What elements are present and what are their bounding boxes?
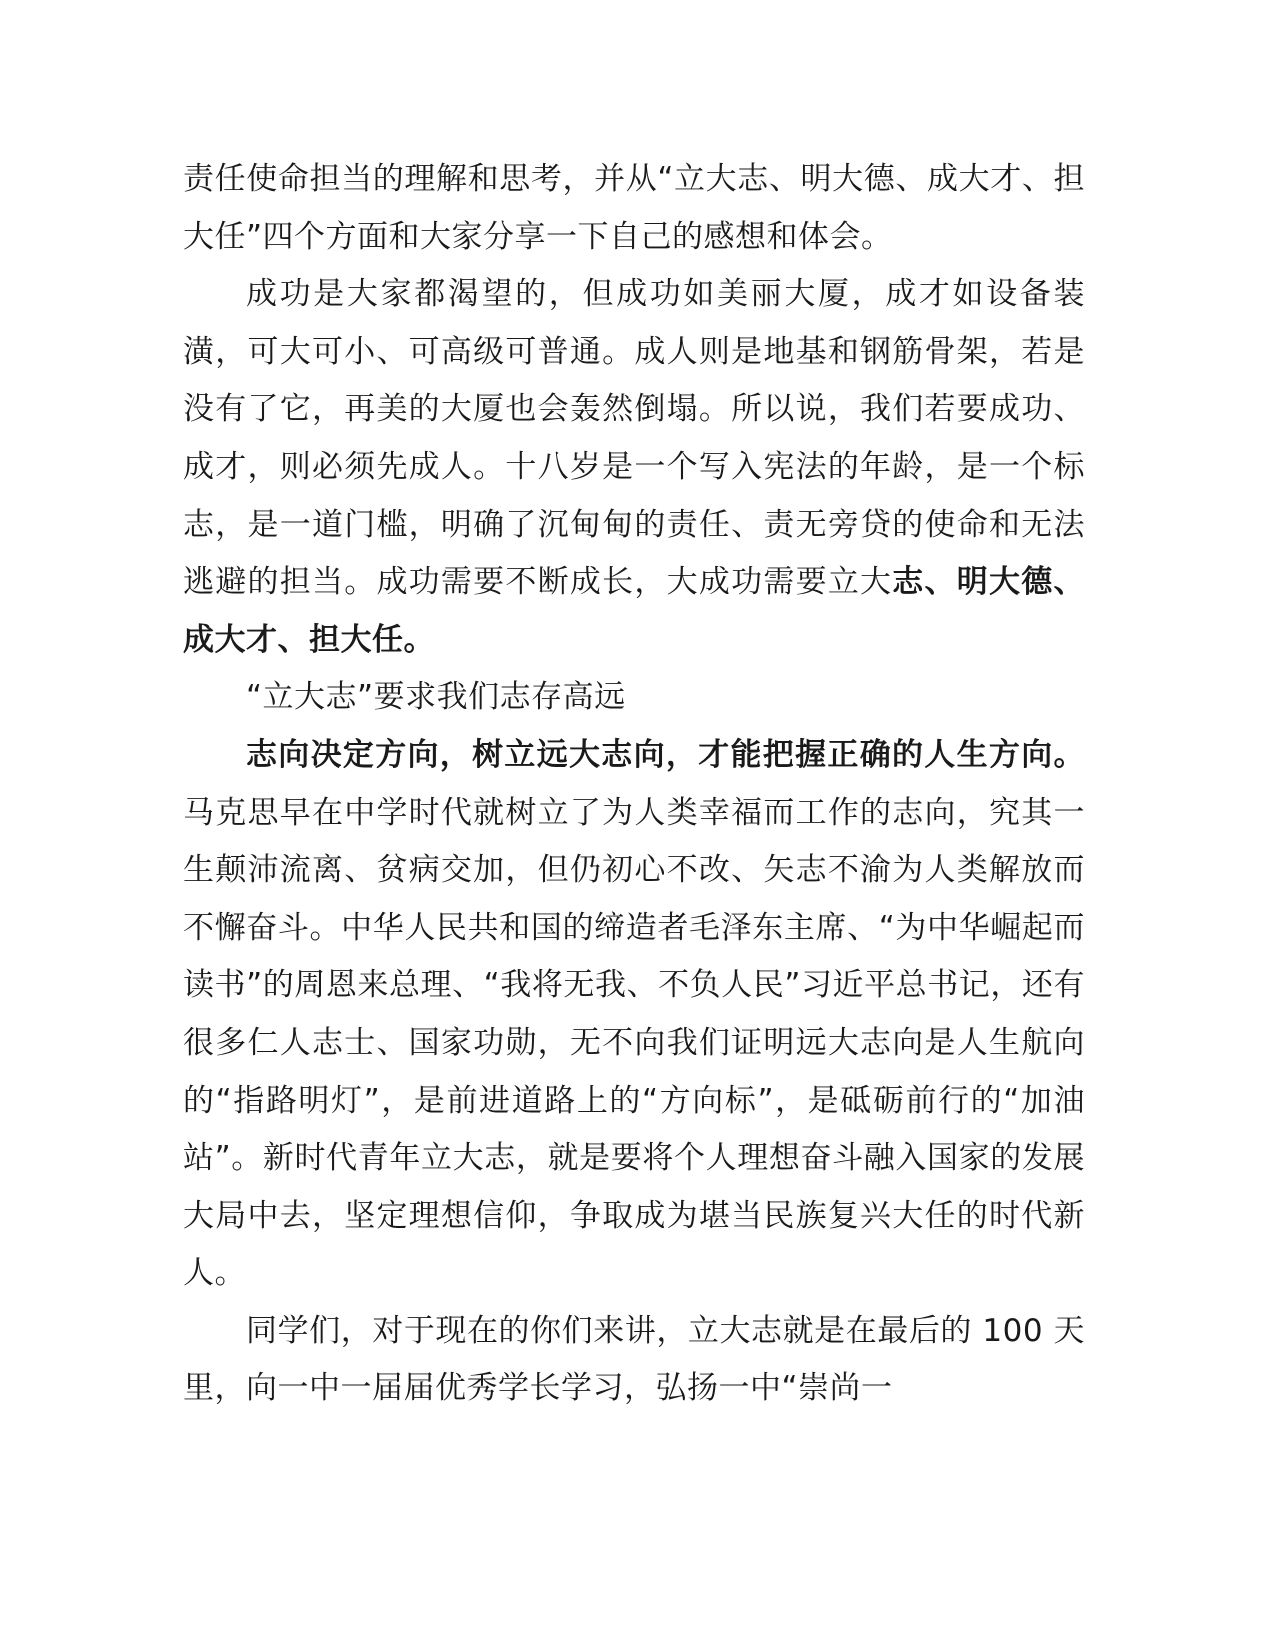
paragraph-intro <box>183 151 1085 266</box>
text-segment: 同学们，对于现在的你们来讲，立大志就是在最后的 100 天里，向一中一届届优秀学长学习，弘扬一中“崇尚一 <box>183 1312 1085 1407</box>
paragraph-aspiration <box>183 727 1085 1303</box>
section-heading <box>183 669 1085 727</box>
document-body <box>183 151 1085 1418</box>
text-segment: 马克思早在中学时代就树立了为人类幸福而工作的志向，究其一生颠沛流离、贫病交加，但仍初心不改、矢志不渝为人类解放而不懈奋斗。中华人民共和国的缔造者毛泽东主席、“为中华崛起而读书”的周恩来总理、“我将无我、不负人民”习近平总书记，还有很多仁人志士、国家功勋，无不向我们证明远大志向是人生航向的“指路明灯”，是前进道路上的“方向标”，是砥砺前行的“加油站”。新时代青年立大志，就是要将个人理想奋斗融入国家的发展大局中去，坚定理想信仰，争取成为堪当民族复兴大任的时代新人。 <box>183 794 1085 1292</box>
paragraph-students <box>183 1303 1085 1418</box>
text-segment-bold: 志、明大德、成大才、担大任。 <box>183 564 1085 658</box>
text-segment: 成功是大家都渴望的，但成功如美丽大厦，成才如设备装潢，可大可小、可高级可普通。成人则是地基和钢筋骨架，若是没有了它，再美的大厦也会轰然倒塌。所以说，我们若要成功、成才，则必须先成人。十八岁是一个写入宪法的年龄，是一个标志，是一道门槛，明确了沉甸甸的责任、责无旁贷的使命和无法逃避的担当。成功需要不断成长，大成功需要立大 <box>183 276 1085 601</box>
paragraph-success <box>183 266 1085 669</box>
text-segment-bold: 志向决定方向，树立远大志向，才能把握正确的人生方向。 <box>246 736 1085 773</box>
text-segment: 责任使命担当的理解和思考，并从“立大志、明大德、成大才、担大任”四个方面和大家分享一下自己的感想和体会。 <box>183 161 1085 255</box>
heading-text: “立大志”要求我们志存高远 <box>246 679 626 716</box>
